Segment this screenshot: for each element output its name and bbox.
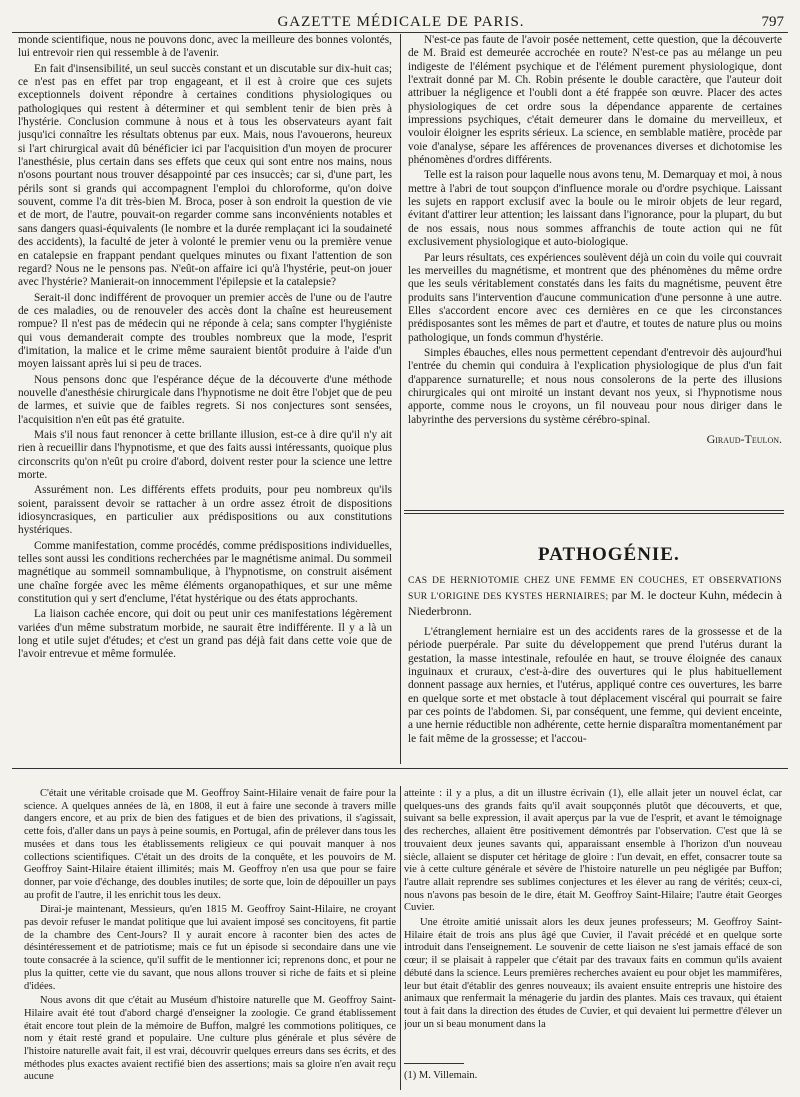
paragraph: N'est-ce pas faute de l'avoir posée nettement, cette question, que la découverte de M. Braid est demeurée accrochée en route? N'est-ce pas au mélange un peu indigeste de l'élément psychique et de l'élément purement physiologique, dont l'extrait donné par M. Ch. Robin présente le double caractère, que l'auteur doit attribuer la négligence et l'oubli dont a été frappée son œuvre. Placer des actes physiologiques de cet ordre sous la dépendance apparente de certaines impressions psychiques, c'était demeurer dans le domaine du merveilleux, et vouloir éloigner les esprits sérieux. La science, en semblable matière, procède par voie d'analyse, sépare les afférences de provenances diverses et dichotomise les phénomènes d'ordres différents. <box>408 34 782 167</box>
signature: Giraud-Teulon. <box>706 431 782 446</box>
article-heading <box>408 574 782 620</box>
right-column-top <box>408 34 782 504</box>
paragraph: Par leurs résultats, ces expériences soulèvent déjà un coin du voile qui couvrait les merveilles du magnétisme, et montrent que des phénomènes du même ordre que les seuls véritablement constatés dans les faits du magnétisme, peuvent être produits sans l'intervention d'aucune communication d'une personne à une autre. Elles s'accordent encore avec ces dernières en ce que les circonstances prédisposantes sont les mêmes de part et d'autre, et toutes de nature plus ou moins pathologique, un fonds commun d'hystérie. <box>408 251 782 344</box>
paragraph: Simples ébauches, elles nous permettent cependant d'entrevoir dès aujourd'hui l'entrée du chemin qui conduira à l'explication physiologique de plus d'un fait d'apparence surnaturelle; et nous nous consolerons de la perte des illusions chirurgicales qui ont miroité un instant devant nos yeux, si l'hypnotisme nous apporte, comme nous le croyons, un fil nouveau pour nous diriger dans le labyrinthe des perversions du système cérébro-spinal. <box>408 346 782 426</box>
section-rule-double <box>404 513 784 514</box>
paragraph: Dirai-je maintenant, Messieurs, qu'en 1815 M. Geoffroy Saint-Hilaire, ne croyant pas devoir refuser le mandat politique que lui avaient imposé ses concitoyens, fit partie de la chambre des Cent-Jours? Il y aurait encore à raconter bien des actes de désintéressement et de patriotisme; mais ce fut un épisode si secondaire dans une vie toute consacrée à la science, qu'il suffit de le mentionner ici; reprenons donc, et pour ne plus la quitter, cette vie du savant, que nous allons trouver si riche de faits et si pleine d'idées. <box>24 904 396 992</box>
paragraph: C'était une véritable croisade que M. Geoffroy Saint-Hilaire venait de faire pour la science. A quelques années de là, en 1808, il eut à faire une seconde à travers mille dangers encore, et au prix de bien des fatigues et de bien des privations, il s'agissait, cette fois, d'aller dans un pays à peine soumis, en Portugal, afin de prélever dans tous les musées et dans tous les établissements religieux ce qui pouvait manquer à nos collections scientifiques. C'était un des droits de la conquête, et les pouvoirs de M. Geoffroy Saint-Hilaire étaient illimités; mais M. Geoffroy n'en usa que pour se faire donner, par voie d'échange, des doubles inutiles; de sorte que, loin de dépouiller un pays au profit de l'autre, il les enrichit tous les deux. <box>24 788 396 901</box>
section-title: PATHOGÉNIE. <box>538 544 680 565</box>
paragraph: L'étranglement herniaire est un des accidents rares de la grossesse et de la période puerpérale. Par suite du développement que prend l'utérus durant la gestation, la masse intestinale, refoulée en haut, se trouve éloignée des canaux inguinaux et cruraux, c'est-à-dire des ouvertures qui le plus habituellement donnent passage aux hernies, et l'utérus, appliqué contre ces ouvertures, les barre en quelque sorte et met obstacle à tout déplacement viscéral qui pourrait se faire par ces points de l'abdomen. Si, par conséquent, une femme, qui devient enceinte, a une hernie réductible non adhérente, cette hernie disparaîtra momentanément par le fait même de la grossesse; et l'accou- <box>408 626 782 745</box>
paragraph: Assurément non. Les différents effets produits, pour peu nombreux qu'ils soient, paraissent devoir se rattacher à un ordre assez étroit de dispositions idiosyncrasiques, en particulier aux prédispositions ou aux constitutions hystériques. <box>18 484 392 537</box>
article-author: par M. le docteur Kuhn, médecin à Niederbronn. <box>408 588 782 618</box>
page-number: 797 <box>761 14 784 30</box>
paragraph: Comme manifestation, comme procédés, comme prédispositions individuelles, telles sont aussi les conditions recherchées par le magnétisme animal. Du sommeil magnétique au sommeil somnambulique, à l'hypnotisme, on construit aisément une chaîne forgée avec les même éléments organopathiques, et sur une même constitution qui y sert d'enclume, l'état hystérique ou des états approchants. <box>18 539 392 606</box>
footnote-rule <box>404 1063 464 1064</box>
paragraph: La liaison cachée encore, qui doit ou peut unir ces manifestations légèrement variées d'un même substratum morbide, ne saurait être indifférente. Il y a là un long et utile sujet d'études; et c'est un grand pas déjà fait dans cette voie que de l'avoir entrevue et même formulée. <box>18 608 392 661</box>
header-rule <box>12 32 788 33</box>
journal-title: GAZETTE MÉDICALE DE PARIS. <box>277 14 525 30</box>
paragraph: Mais s'il nous faut renoncer à cette brillante illusion, est-ce à dire qu'il n'y ait rien à recueillir dans l'hypnotisme, et que des faits aussi intéressants, quoique plus circonscrits qu'on n'eût pu croire d'abord, doivent rester pour la science une lettre morte. <box>18 428 392 481</box>
column-divider <box>400 34 401 764</box>
section-rule <box>404 510 784 511</box>
paragraph: Serait-il donc indifférent de provoquer un premier accès de l'une ou de l'autre de ces maladies, ou de renouveler des accès dont la chaîne est heureusement rompue? Il n'est pas de médecin qui ne réponde à cela; sans compter l'hygiéniste qui vous demanderait compte des troubles nombreux que la mode, l'esprit d'imitation, la malice et le crime même sauraient bientôt produire à l'aide d'un moyen laissant après lui si peu de traces. <box>18 291 392 371</box>
paragraph: Telle est la raison pour laquelle nous avons tenu, M. Demarquay et moi, à nous mettre à l'abri de tout soupçon d'influence morale ou d'ordre psychique. Laissant les sujets en rapport exclusif avec la boule ou le miroir objets de leur regard, évitant d'attirer leur attention; les laissant dans l'ignorance, pour la plupart, du but de nos essais, nous nous sommes affranchis de toute action qui ne fût exclusivement physiologique et auto-biologique. <box>408 169 782 249</box>
feuilleton-rule <box>12 768 788 769</box>
paragraph: monde scientifique, nous ne pouvons donc, avec la meilleure des bonnes volontés, lui entrevoir rien qui ressemble à de l'avenir. <box>18 34 392 60</box>
paragraph: En fait d'insensibilité, un seul succès constant et un discutable sur dix-huit cas; ce n'est pas en effet par trop engageant, et il est à croire que ces sujets exceptionnels doivent répondre à certaines conditions physiologiques ou pathologiques qui restent à déterminer et qui semblent tenir de bien près à l'hystérie. Conclusion commune à nous et à tous les observateurs ayant fait jusqu'ici connaître les résultats obtenus par eux. Mais, nous l'avouerons, heureux si l'art chirurgical avait dû bénéficier ici par l'acquisition d'un moyen de procurer l'anesthésie, plus certain dans ses effets que ceux qui sont entre nos mains, nous n'osons pourtant nous trouver désappointé par ces insuccès; car si, d'une part, les périls sont si grands qui accompagnent l'emploi du chloroforme, qu'on doive souvent, comme l'a dit très-bien M. Broca, poser à son endroit la question de vie et de mort, de l'autre, pouvait-on regarder comme sans inconvénients notables et sans dangers quasi-équivalents (le nombre et la durée remplaçant ici la soudaineté des accidents), la faculté de jeter à volonté le premier venu ou la première venue en catalepsie en frappant pendant quelques minutes ou fixant l'attention de son regard? Nous ne le pensons pas. N'eût-on affaire ici qu'à l'hystérie, peut-on jouer avec l'hystérie? Manierait-on innocemment l'épilepsie et la catalepsie? <box>18 62 392 289</box>
paragraph: atteinte : il y a plus, a dit un illustre écrivain (1), elle allait jeter un nouvel éclat, car quelques-uns des grands faits qu'il avait soupçonnés plutôt que découverts, et que, suivant sa belle expression, il avait aperçus par la vue de l'esprit, et avant le témoignage des recherches, allaient être positivement démontrés par l'observation. C'est que là se trouvaient deux jeunes savants qui, apparaissant ensemble à l'horizon d'un nouveau siècle, allaient se disputer cet héritage de gloire : l'un devait, en effet, consacrer toute sa vie à cette culture générale et sévère de l'histoire naturelle un peu négligée par Buffon; l'autre allait reprendre ses sublimes conjectures et les élever au rang de vérités; ceux-ci, nous n'avons pas besoin de le dire, était M. Geoffroy Saint-Hilaire; l'autre était Georges Cuvier. <box>404 788 782 914</box>
bottom-right-column <box>404 788 782 1056</box>
article-heading-caps: CAS DE HERNIOTOMIE CHEZ UNE FEMME EN COUCHES, ET OBSERVATIONS SUR L'ORIGINE DES KYSTES HERNIAIRES; <box>408 576 782 602</box>
column-divider-bottom <box>400 786 401 1090</box>
left-column-top <box>18 34 392 762</box>
paragraph: Nous pensons donc que l'espérance déçue de la découverte d'une méthode nouvelle d'anesthésie chirurgicale dans l'hypnotisme ne doit être l'objet que de peu de larmes, et suivie que de faibles regrets. Si nos conjectures sont sensées, l'acquisition n'en eût pas été gratuite. <box>18 373 392 426</box>
pathogenie-section <box>408 540 782 764</box>
footnote: (1) M. Villemain. <box>404 1070 478 1081</box>
paragraph: Nous avons dit que c'était au Muséum d'histoire naturelle que M. Geoffroy Saint-Hilaire avait été tout d'abord chargé d'enseigner la zoologie. Ce grand établissement était encore tout plein de la mémoire de Buffon, malgré les commotions politiques, ce nom y était resté grand et populaire. Une culture plus générale et plus sévère de l'histoire naturelle avait fait, il est vrai, découvrir quelques erreurs dans ses écrits, et des méthodes plus exactes avaient rectifié bien des assertions; mais sa gloire n'en avait reçu aucune <box>24 995 396 1083</box>
bottom-left-column <box>24 788 396 1090</box>
paragraph: Une étroite amitié unissait alors les deux jeunes professeurs; M. Geoffroy Saint-Hilaire était de trois ans plus âgé que Cuvier, il l'avait précédé et en quelque sorte introduit dans l'enseignement. Le souvenir de cette liaison ne s'est jamais effacé de son cœur; il se plaisait à rappeler que c'était par des travaux faits en commun qu'ils avaient débuté dans la science. Leurs premières recherches avaient eu pour objet les mammifères, leur but était d'établir des genres nouveaux; ils avaient ensuite entrepris une histoire des animaux que renfermait la ménagerie du jardin des plantes. Mais ces travaux, qui étaient tout à fait dans la direction des études de Cuvier, et qui devaient lui permettre d'élever un jour un si beau monument dans la <box>404 917 782 1030</box>
